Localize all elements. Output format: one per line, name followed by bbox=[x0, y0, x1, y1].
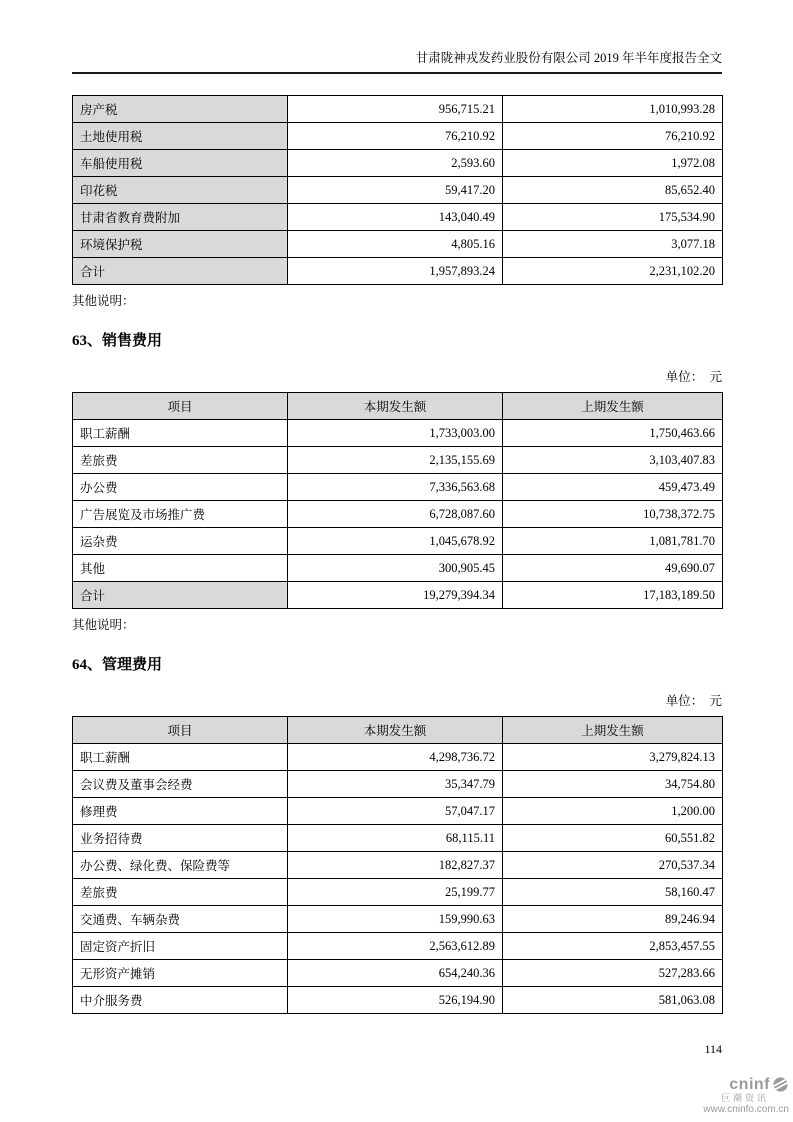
amount-cell: 1,733,003.00 bbox=[288, 420, 503, 447]
amount-cell: 19,279,394.34 bbox=[288, 582, 503, 609]
table-row bbox=[73, 987, 723, 1014]
row-label-cell: 差旅费 bbox=[73, 447, 288, 474]
row-label-cell: 房产税 bbox=[73, 96, 288, 123]
other-note: 其他说明： bbox=[72, 294, 135, 308]
amount-cell: 6,728,087.60 bbox=[288, 501, 503, 528]
column-header-item: 项目 bbox=[73, 393, 288, 420]
tax-table-body bbox=[73, 96, 723, 285]
amount-cell: 654,240.36 bbox=[288, 960, 503, 987]
row-label-cell: 甘肃省教育费附加 bbox=[73, 204, 288, 231]
table-row bbox=[73, 474, 723, 501]
amount-cell: 34,754.80 bbox=[503, 771, 723, 798]
other-note: 其他说明： bbox=[72, 618, 135, 632]
column-header-current: 本期发生额 bbox=[288, 393, 503, 420]
page-header-title: 甘肃陇神戎发药业股份有限公司 2019 年半年度报告全文 bbox=[72, 50, 722, 74]
amount-cell: 4,298,736.72 bbox=[288, 744, 503, 771]
table-row bbox=[73, 204, 723, 231]
table-header-row bbox=[73, 393, 723, 420]
amount-cell: 1,972.08 bbox=[503, 150, 723, 177]
table-row bbox=[73, 744, 723, 771]
row-label-cell: 修理费 bbox=[73, 798, 288, 825]
row-label-cell: 广告展览及市场推广费 bbox=[73, 501, 288, 528]
amount-cell: 35,347.79 bbox=[288, 771, 503, 798]
amount-cell: 7,336,563.68 bbox=[288, 474, 503, 501]
table-row bbox=[73, 150, 723, 177]
amount-cell: 1,200.00 bbox=[503, 798, 723, 825]
row-label-cell: 业务招待费 bbox=[73, 825, 288, 852]
table-row bbox=[73, 501, 723, 528]
amount-cell: 10,738,372.75 bbox=[503, 501, 723, 528]
amount-cell: 76,210.92 bbox=[288, 123, 503, 150]
table-row bbox=[73, 798, 723, 825]
table-row bbox=[73, 123, 723, 150]
amount-cell: 25,199.77 bbox=[288, 879, 503, 906]
row-label-cell: 环境保护税 bbox=[73, 231, 288, 258]
cninfo-logo bbox=[679, 1076, 789, 1116]
amount-cell: 956,715.21 bbox=[288, 96, 503, 123]
row-label-cell: 运杂费 bbox=[73, 528, 288, 555]
sales-expense-table-body bbox=[73, 420, 723, 609]
row-label-cell: 合计 bbox=[73, 258, 288, 285]
amount-cell: 60,551.82 bbox=[503, 825, 723, 852]
amount-cell: 581,063.08 bbox=[503, 987, 723, 1014]
table-row bbox=[73, 771, 723, 798]
table-row bbox=[73, 528, 723, 555]
amount-cell: 159,990.63 bbox=[288, 906, 503, 933]
page-number: 114 bbox=[704, 1042, 722, 1056]
amount-cell: 58,160.47 bbox=[503, 879, 723, 906]
amount-cell: 3,103,407.83 bbox=[503, 447, 723, 474]
section-heading-63: 63、销售费用 bbox=[72, 333, 163, 349]
table-row bbox=[73, 825, 723, 852]
row-label-cell: 中介服务费 bbox=[73, 987, 288, 1014]
row-label-cell: 车船使用税 bbox=[73, 150, 288, 177]
row-label-cell: 会议费及董事会经费 bbox=[73, 771, 288, 798]
row-label-cell: 交通费、车辆杂费 bbox=[73, 906, 288, 933]
table-row bbox=[73, 177, 723, 204]
amount-cell: 68,115.11 bbox=[288, 825, 503, 852]
amount-cell: 459,473.49 bbox=[503, 474, 723, 501]
unit-label: 单位： 元 bbox=[665, 694, 722, 708]
row-label-cell: 差旅费 bbox=[73, 879, 288, 906]
cninfo-swirl-icon bbox=[772, 1076, 789, 1093]
cninfo-url: www.cninfo.com.cn bbox=[703, 1104, 789, 1115]
table-row bbox=[73, 879, 723, 906]
amount-cell: 182,827.37 bbox=[288, 852, 503, 879]
table-header-row bbox=[73, 717, 723, 744]
amount-cell: 59,417.20 bbox=[288, 177, 503, 204]
amount-cell: 300,905.45 bbox=[288, 555, 503, 582]
amount-cell: 3,077.18 bbox=[503, 231, 723, 258]
row-label-cell: 办公费、绿化费、保险费等 bbox=[73, 852, 288, 879]
amount-cell: 2,563,612.89 bbox=[288, 933, 503, 960]
table-row bbox=[73, 906, 723, 933]
cninfo-brand-text: cninf bbox=[729, 1075, 770, 1093]
amount-cell: 1,081,781.70 bbox=[503, 528, 723, 555]
amount-cell: 1,010,993.28 bbox=[503, 96, 723, 123]
amount-cell: 2,593.60 bbox=[288, 150, 503, 177]
unit-label: 单位： 元 bbox=[665, 370, 722, 384]
table-row bbox=[73, 852, 723, 879]
amount-cell: 175,534.90 bbox=[503, 204, 723, 231]
column-header-prior: 上期发生额 bbox=[503, 393, 723, 420]
amount-cell: 49,690.07 bbox=[503, 555, 723, 582]
amount-cell: 2,135,155.69 bbox=[288, 447, 503, 474]
amount-cell: 85,652.40 bbox=[503, 177, 723, 204]
sales-expense-table bbox=[72, 392, 723, 609]
column-header-item: 项目 bbox=[73, 717, 288, 744]
page-content bbox=[72, 95, 722, 1014]
admin-expense-table bbox=[72, 716, 723, 1014]
amount-cell: 1,045,678.92 bbox=[288, 528, 503, 555]
table-row bbox=[73, 231, 723, 258]
amount-cell: 17,183,189.50 bbox=[503, 582, 723, 609]
amount-cell: 270,537.34 bbox=[503, 852, 723, 879]
row-label-cell: 土地使用税 bbox=[73, 123, 288, 150]
amount-cell: 3,279,824.13 bbox=[503, 744, 723, 771]
table-row bbox=[73, 933, 723, 960]
amount-cell: 76,210.92 bbox=[503, 123, 723, 150]
row-label-cell: 无形资产摊销 bbox=[73, 960, 288, 987]
row-label-cell: 职工薪酬 bbox=[73, 420, 288, 447]
row-label-cell: 印花税 bbox=[73, 177, 288, 204]
amount-cell: 1,957,893.24 bbox=[288, 258, 503, 285]
row-label-cell: 其他 bbox=[73, 555, 288, 582]
amount-cell: 57,047.17 bbox=[288, 798, 503, 825]
admin-expense-table-body bbox=[73, 744, 723, 1014]
column-header-prior: 上期发生额 bbox=[503, 717, 723, 744]
amount-cell: 89,246.94 bbox=[503, 906, 723, 933]
table-row bbox=[73, 258, 723, 285]
amount-cell: 526,194.90 bbox=[288, 987, 503, 1014]
table-row bbox=[73, 96, 723, 123]
tax-table bbox=[72, 95, 723, 285]
amount-cell: 2,853,457.55 bbox=[503, 933, 723, 960]
column-header-current: 本期发生额 bbox=[288, 717, 503, 744]
table-row bbox=[73, 582, 723, 609]
amount-cell: 4,805.16 bbox=[288, 231, 503, 258]
row-label-cell: 职工薪酬 bbox=[73, 744, 288, 771]
table-row bbox=[73, 960, 723, 987]
amount-cell: 143,040.49 bbox=[288, 204, 503, 231]
amount-cell: 2,231,102.20 bbox=[503, 258, 723, 285]
table-row bbox=[73, 447, 723, 474]
section-heading-64: 64、管理费用 bbox=[72, 657, 163, 673]
row-label-cell: 固定资产折旧 bbox=[73, 933, 288, 960]
table-row bbox=[73, 555, 723, 582]
table-row bbox=[73, 420, 723, 447]
amount-cell: 527,283.66 bbox=[503, 960, 723, 987]
amount-cell: 1,750,463.66 bbox=[503, 420, 723, 447]
row-label-cell: 办公费 bbox=[73, 474, 288, 501]
row-label-cell: 合计 bbox=[73, 582, 288, 609]
cninfo-caption: 巨潮资讯 bbox=[720, 1093, 769, 1103]
